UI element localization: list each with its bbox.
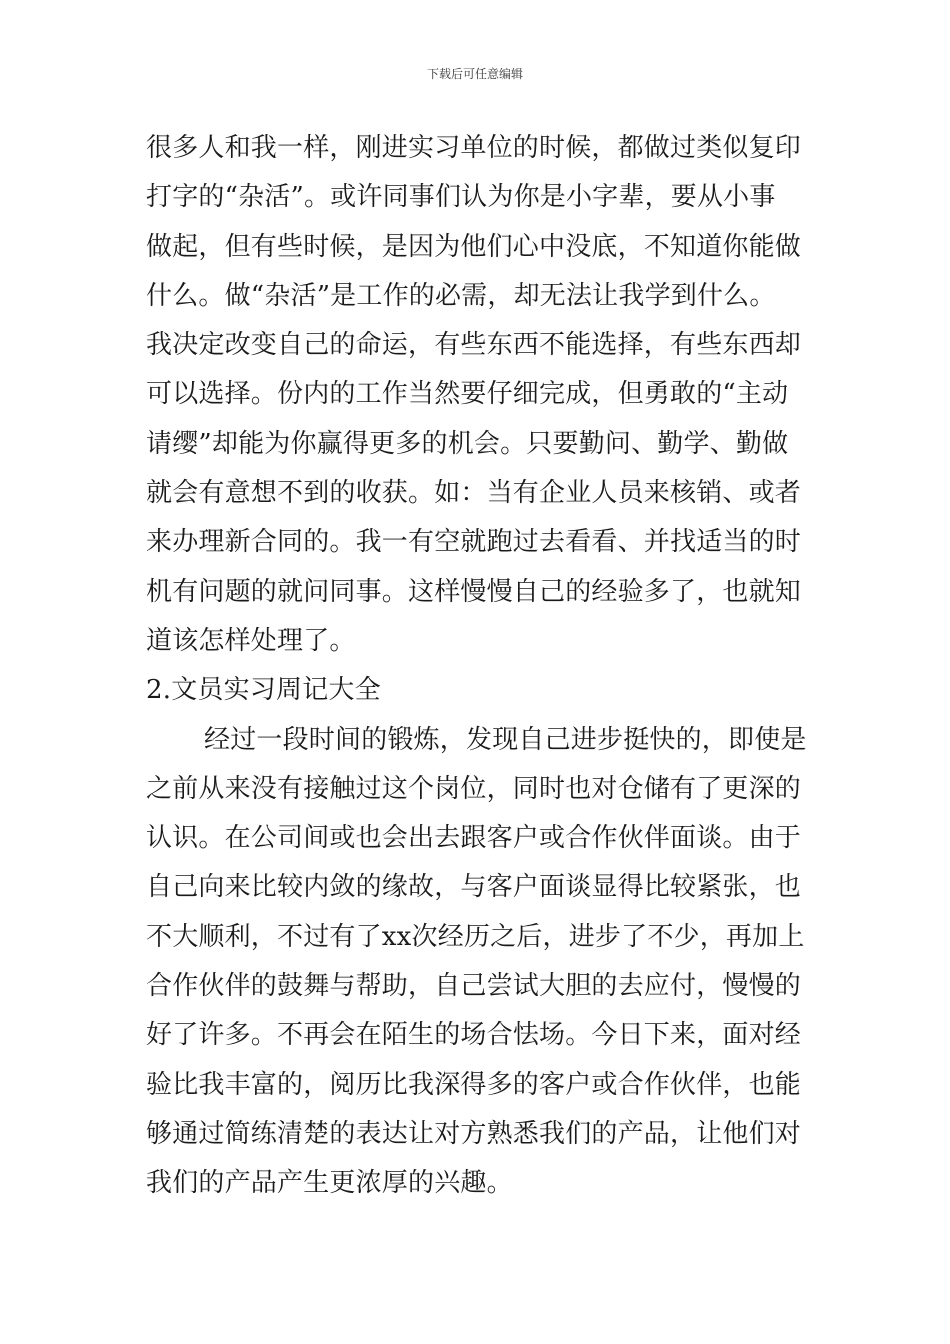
text-line: 道该怎样处理了。 [146,625,356,656]
text-line: 可以选择。份内的工作当然要仔细完成，但勇敢的“主动 [146,379,789,410]
text-line: 认识。在公司间或也会出去跟客户或合作伙伴面谈。由于 [146,823,802,854]
text-line: 请缨”却能为你赢得更多的机会。只要勤问、勤学、勤做 [146,428,789,459]
text-line: 什么。做“杂活”是工作的必需，却无法让我学到什么。 [146,280,776,311]
paragraph-1 [146,124,810,666]
text-line: 打字的“杂活”。或许同事们认为你是小字辈，要从小事 [146,182,776,213]
page-header: 下载后可任意编辑 [426,67,523,81]
text-line: 经过一段时间的锻炼，发现自己进步挺快的，即使是 [204,724,807,755]
text-line: 验比我丰富的，阅历比我深得多的客户或合作伙伴，也能 [146,1069,802,1100]
text-line: 不大顺利，不过有了xx次经历之后，进步了不少，再加上 [146,921,805,952]
text-line: 够通过简练清楚的表达让对方熟悉我们的产品，让他们对 [146,1118,802,1149]
text-line: 机有问题的就问同事。这样慢慢自己的经验多了，也就知 [146,576,802,607]
text-line: 合作伙伴的鼓舞与帮助，自己尝试大胆的去应付，慢慢的 [146,971,802,1002]
text-line: 就会有意想不到的收获。如：当有企业人员来核销、或者 [146,478,802,509]
text-line: 我们的产品产生更浓厚的兴趣。 [146,1168,513,1199]
text-line: 来办理新合同的。我一有空就跑过去看看、并找适当的时 [146,527,802,558]
text-line: 之前从来没有接触过这个岗位，同时也对仓储有了更深的 [146,773,802,804]
text-line: 自己向来比较内敛的缘故，与客户面谈显得比较紧张，也 [146,872,802,903]
text-line: 好了许多。不再会在陌生的场合怯场。今日下来，面对经 [146,1020,802,1051]
text-line: 我决定改变自己的命运，有些东西不能选择，有些东西却 [146,330,802,361]
section-heading: 2.文员实习周记大全 [146,675,381,706]
paragraph-2 [146,716,810,1209]
text-line: 很多人和我一样，刚进实习单位的时候，都做过类似复印 [146,133,802,163]
text-line: 做起，但有些时候，是因为他们心中没底，不知道你能做 [146,231,802,262]
document-body [146,124,810,1209]
